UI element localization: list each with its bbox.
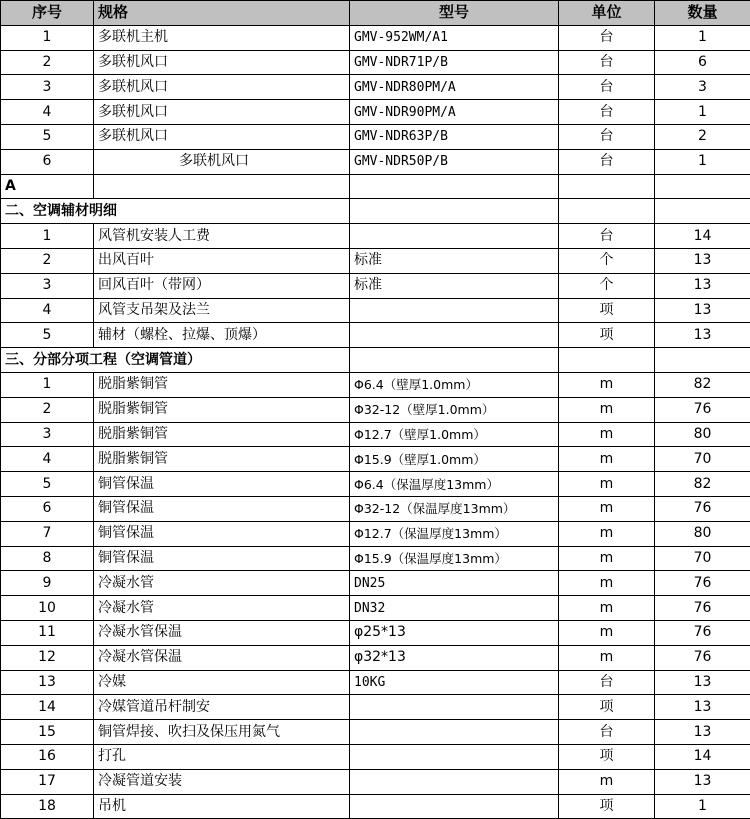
cell-seq: 1 [1,25,94,50]
cell-qty [655,199,750,224]
cell-model [350,794,559,819]
cell-qty: 1 [655,25,750,50]
cell-spec: 出风百叶 [94,248,350,273]
cell-qty: 13 [655,695,750,720]
cell-qty: 1 [655,100,750,125]
cell-seq: 5 [1,323,94,348]
table-row [1,50,750,75]
cell-seq: 17 [1,769,94,794]
cell-model: Φ6.4（壁厚1.0mm） [350,372,559,397]
section-row [1,199,750,224]
cell-unit: m [559,472,655,497]
header-row [1,1,750,26]
cell-model: Φ12.7（保温厚度13mm） [350,521,559,546]
cell-qty [655,348,750,373]
cell-qty: 76 [655,571,750,596]
cell-qty: 13 [655,248,750,273]
cell-spec: 回风百叶（带网） [94,273,350,298]
cell-seq: 3 [1,273,94,298]
cell-seq: 3 [1,75,94,100]
cell-seq: 18 [1,794,94,819]
table-row [1,670,750,695]
cell-qty [655,174,750,199]
header-spec: 规格 [94,1,350,26]
cell-spec: 冷凝水管保温 [94,620,350,645]
cell-qty: 76 [655,645,750,670]
cell-seq: 10 [1,596,94,621]
cell-unit: 个 [559,248,655,273]
cell-unit: 台 [559,75,655,100]
cell-spec: 冷凝水管保温 [94,645,350,670]
table-row [1,720,750,745]
cell-unit: m [559,769,655,794]
cell-qty: 14 [655,744,750,769]
cell-spec: 冷媒 [94,670,350,695]
cell-model: φ25*13 [350,620,559,645]
cell-qty: 13 [655,670,750,695]
cell-spec: 铜管焊接、吹扫及保压用氮气 [94,720,350,745]
cell-seq: 1 [1,372,94,397]
cell-spec: 风管支吊架及法兰 [94,298,350,323]
cell-spec: 辅材（螺栓、拉爆、顶爆） [94,323,350,348]
cell-spec: 打孔 [94,744,350,769]
cell-seq: 11 [1,620,94,645]
table-row [1,174,750,199]
cell-model [350,199,559,224]
header-unit: 单位 [559,1,655,26]
section-title: 二、空调辅材明细 [1,199,350,224]
table-row [1,224,750,249]
cell-qty: 82 [655,372,750,397]
cell-qty: 80 [655,521,750,546]
cell-model: 标准 [350,273,559,298]
cell-unit: 台 [559,720,655,745]
cell-seq: 5 [1,124,94,149]
cell-seq: 13 [1,670,94,695]
cell-seq: 4 [1,298,94,323]
cell-unit: 项 [559,695,655,720]
cell-spec: 冷凝管道安装 [94,769,350,794]
table-row [1,124,750,149]
cell-qty: 1 [655,794,750,819]
cell-model: GMV-NDR63P/B [350,124,559,149]
cell-spec: 铜管保温 [94,472,350,497]
cell-seq: 6 [1,496,94,521]
cell-qty: 76 [655,596,750,621]
table-row [1,546,750,571]
cell-model [350,720,559,745]
table-row [1,571,750,596]
cell-spec: 多联机风口 [94,75,350,100]
cell-model: Φ32-12（保温厚度13mm） [350,496,559,521]
cell-unit: 项 [559,298,655,323]
table-row [1,645,750,670]
cell-qty: 13 [655,720,750,745]
cell-qty: 13 [655,298,750,323]
cell-unit: m [559,496,655,521]
cell-model [350,174,559,199]
cell-seq: 4 [1,100,94,125]
cell-seq: 15 [1,720,94,745]
cell-seq: 1 [1,224,94,249]
cell-unit: m [559,447,655,472]
cell-unit: 台 [559,100,655,125]
cell-unit: m [559,372,655,397]
table-row [1,447,750,472]
cell-spec: 铜管保温 [94,496,350,521]
cell-model: GMV-NDR90PM/A [350,100,559,125]
table-row [1,422,750,447]
cell-spec: 冷媒管道吊杆制安 [94,695,350,720]
cell-qty: 80 [655,422,750,447]
cell-seq: 8 [1,546,94,571]
table-row [1,100,750,125]
cell-unit: 台 [559,670,655,695]
cell-model: 标准 [350,248,559,273]
cell-qty: 2 [655,124,750,149]
table-row [1,744,750,769]
cell-unit: m [559,620,655,645]
cell-model: GMV-952WM/A1 [350,25,559,50]
header-seq: 序号 [1,1,94,26]
cell-model: DN25 [350,571,559,596]
cell-spec: 风管机安装人工费 [94,224,350,249]
table-row [1,323,750,348]
table-row [1,248,750,273]
table-row [1,695,750,720]
cell-qty: 70 [655,546,750,571]
cell-qty: 6 [655,50,750,75]
cell-spec: 多联机风口 [94,100,350,125]
cell-model [350,744,559,769]
cell-model [350,769,559,794]
table-row [1,273,750,298]
cell-qty: 13 [655,323,750,348]
cell-unit: m [559,571,655,596]
cell-unit: 台 [559,149,655,174]
cell-spec: 多联机风口 [94,149,350,174]
table-row [1,794,750,819]
cell-model: Φ32-12（壁厚1.0mm） [350,397,559,422]
cell-spec: 多联机主机 [94,25,350,50]
cell-model: Φ6.4（保温厚度13mm） [350,472,559,497]
cell-seq: 2 [1,397,94,422]
cell-qty: 76 [655,397,750,422]
cell-model: Φ12.7（壁厚1.0mm） [350,422,559,447]
cell-qty: 70 [655,447,750,472]
cell-model: Φ15.9（保温厚度13mm） [350,546,559,571]
table-row [1,149,750,174]
header-model: 型号 [350,1,559,26]
table-row [1,75,750,100]
cell-model: φ32*13 [350,645,559,670]
cell-unit: 项 [559,794,655,819]
cell-spec: 冷凝水管 [94,571,350,596]
cell-unit: 台 [559,224,655,249]
cell-unit [559,199,655,224]
cell-seq: 16 [1,744,94,769]
cell-unit [559,174,655,199]
cell-spec: 脱脂紫铜管 [94,447,350,472]
table-row [1,25,750,50]
section-title: 三、分部分项工程（空调管道） [1,348,350,373]
table-row [1,372,750,397]
cell-seq: 2 [1,50,94,75]
cell-model: GMV-NDR50P/B [350,149,559,174]
cell-model: GMV-NDR71P/B [350,50,559,75]
cell-unit: m [559,397,655,422]
cell-model [350,323,559,348]
cell-spec: 脱脂紫铜管 [94,422,350,447]
cell-spec: 铜管保温 [94,546,350,571]
table-row [1,620,750,645]
table-row [1,298,750,323]
table-row [1,769,750,794]
cell-unit: 台 [559,50,655,75]
cell-model [350,224,559,249]
cell-qty: 82 [655,472,750,497]
cell-unit: 台 [559,124,655,149]
cell-seq: 5 [1,472,94,497]
cell-seq: 2 [1,248,94,273]
table-row [1,472,750,497]
cell-unit: 项 [559,323,655,348]
cell-spec: 铜管保温 [94,521,350,546]
cell-model [350,695,559,720]
cell-spec [94,174,350,199]
cell-seq: 14 [1,695,94,720]
cell-model: GMV-NDR80PM/A [350,75,559,100]
cell-seq: 12 [1,645,94,670]
cell-seq: 6 [1,149,94,174]
cell-seq: 9 [1,571,94,596]
cell-unit: m [559,546,655,571]
cell-spec: 多联机风口 [94,50,350,75]
cell-qty: 3 [655,75,750,100]
cell-qty: 76 [655,620,750,645]
header-qty: 数量 [655,1,750,26]
cell-model: DN32 [350,596,559,621]
cell-unit: m [559,521,655,546]
cell-unit: m [559,645,655,670]
cell-model [350,348,559,373]
cell-unit: 台 [559,25,655,50]
cell-model: 10KG [350,670,559,695]
table-row [1,397,750,422]
cell-qty: 1 [655,149,750,174]
cell-spec: 脱脂紫铜管 [94,372,350,397]
cell-unit: 项 [559,744,655,769]
cell-unit [559,348,655,373]
cell-qty: 76 [655,496,750,521]
cell-unit: 个 [559,273,655,298]
cell-model [350,298,559,323]
cell-qty: 14 [655,224,750,249]
cell-qty: 13 [655,769,750,794]
cell-spec: 多联机风口 [94,124,350,149]
cell-unit: m [559,422,655,447]
cell-seq: A [1,174,94,199]
cell-unit: m [559,596,655,621]
cell-qty: 13 [655,273,750,298]
cell-seq: 7 [1,521,94,546]
table-row [1,596,750,621]
cell-seq: 3 [1,422,94,447]
cell-spec: 脱脂紫铜管 [94,397,350,422]
section-row [1,348,750,373]
cell-model: Φ15.9（壁厚1.0mm） [350,447,559,472]
table-row [1,496,750,521]
cell-spec: 冷凝水管 [94,596,350,621]
table-row [1,521,750,546]
cell-seq: 4 [1,447,94,472]
cell-spec: 吊机 [94,794,350,819]
